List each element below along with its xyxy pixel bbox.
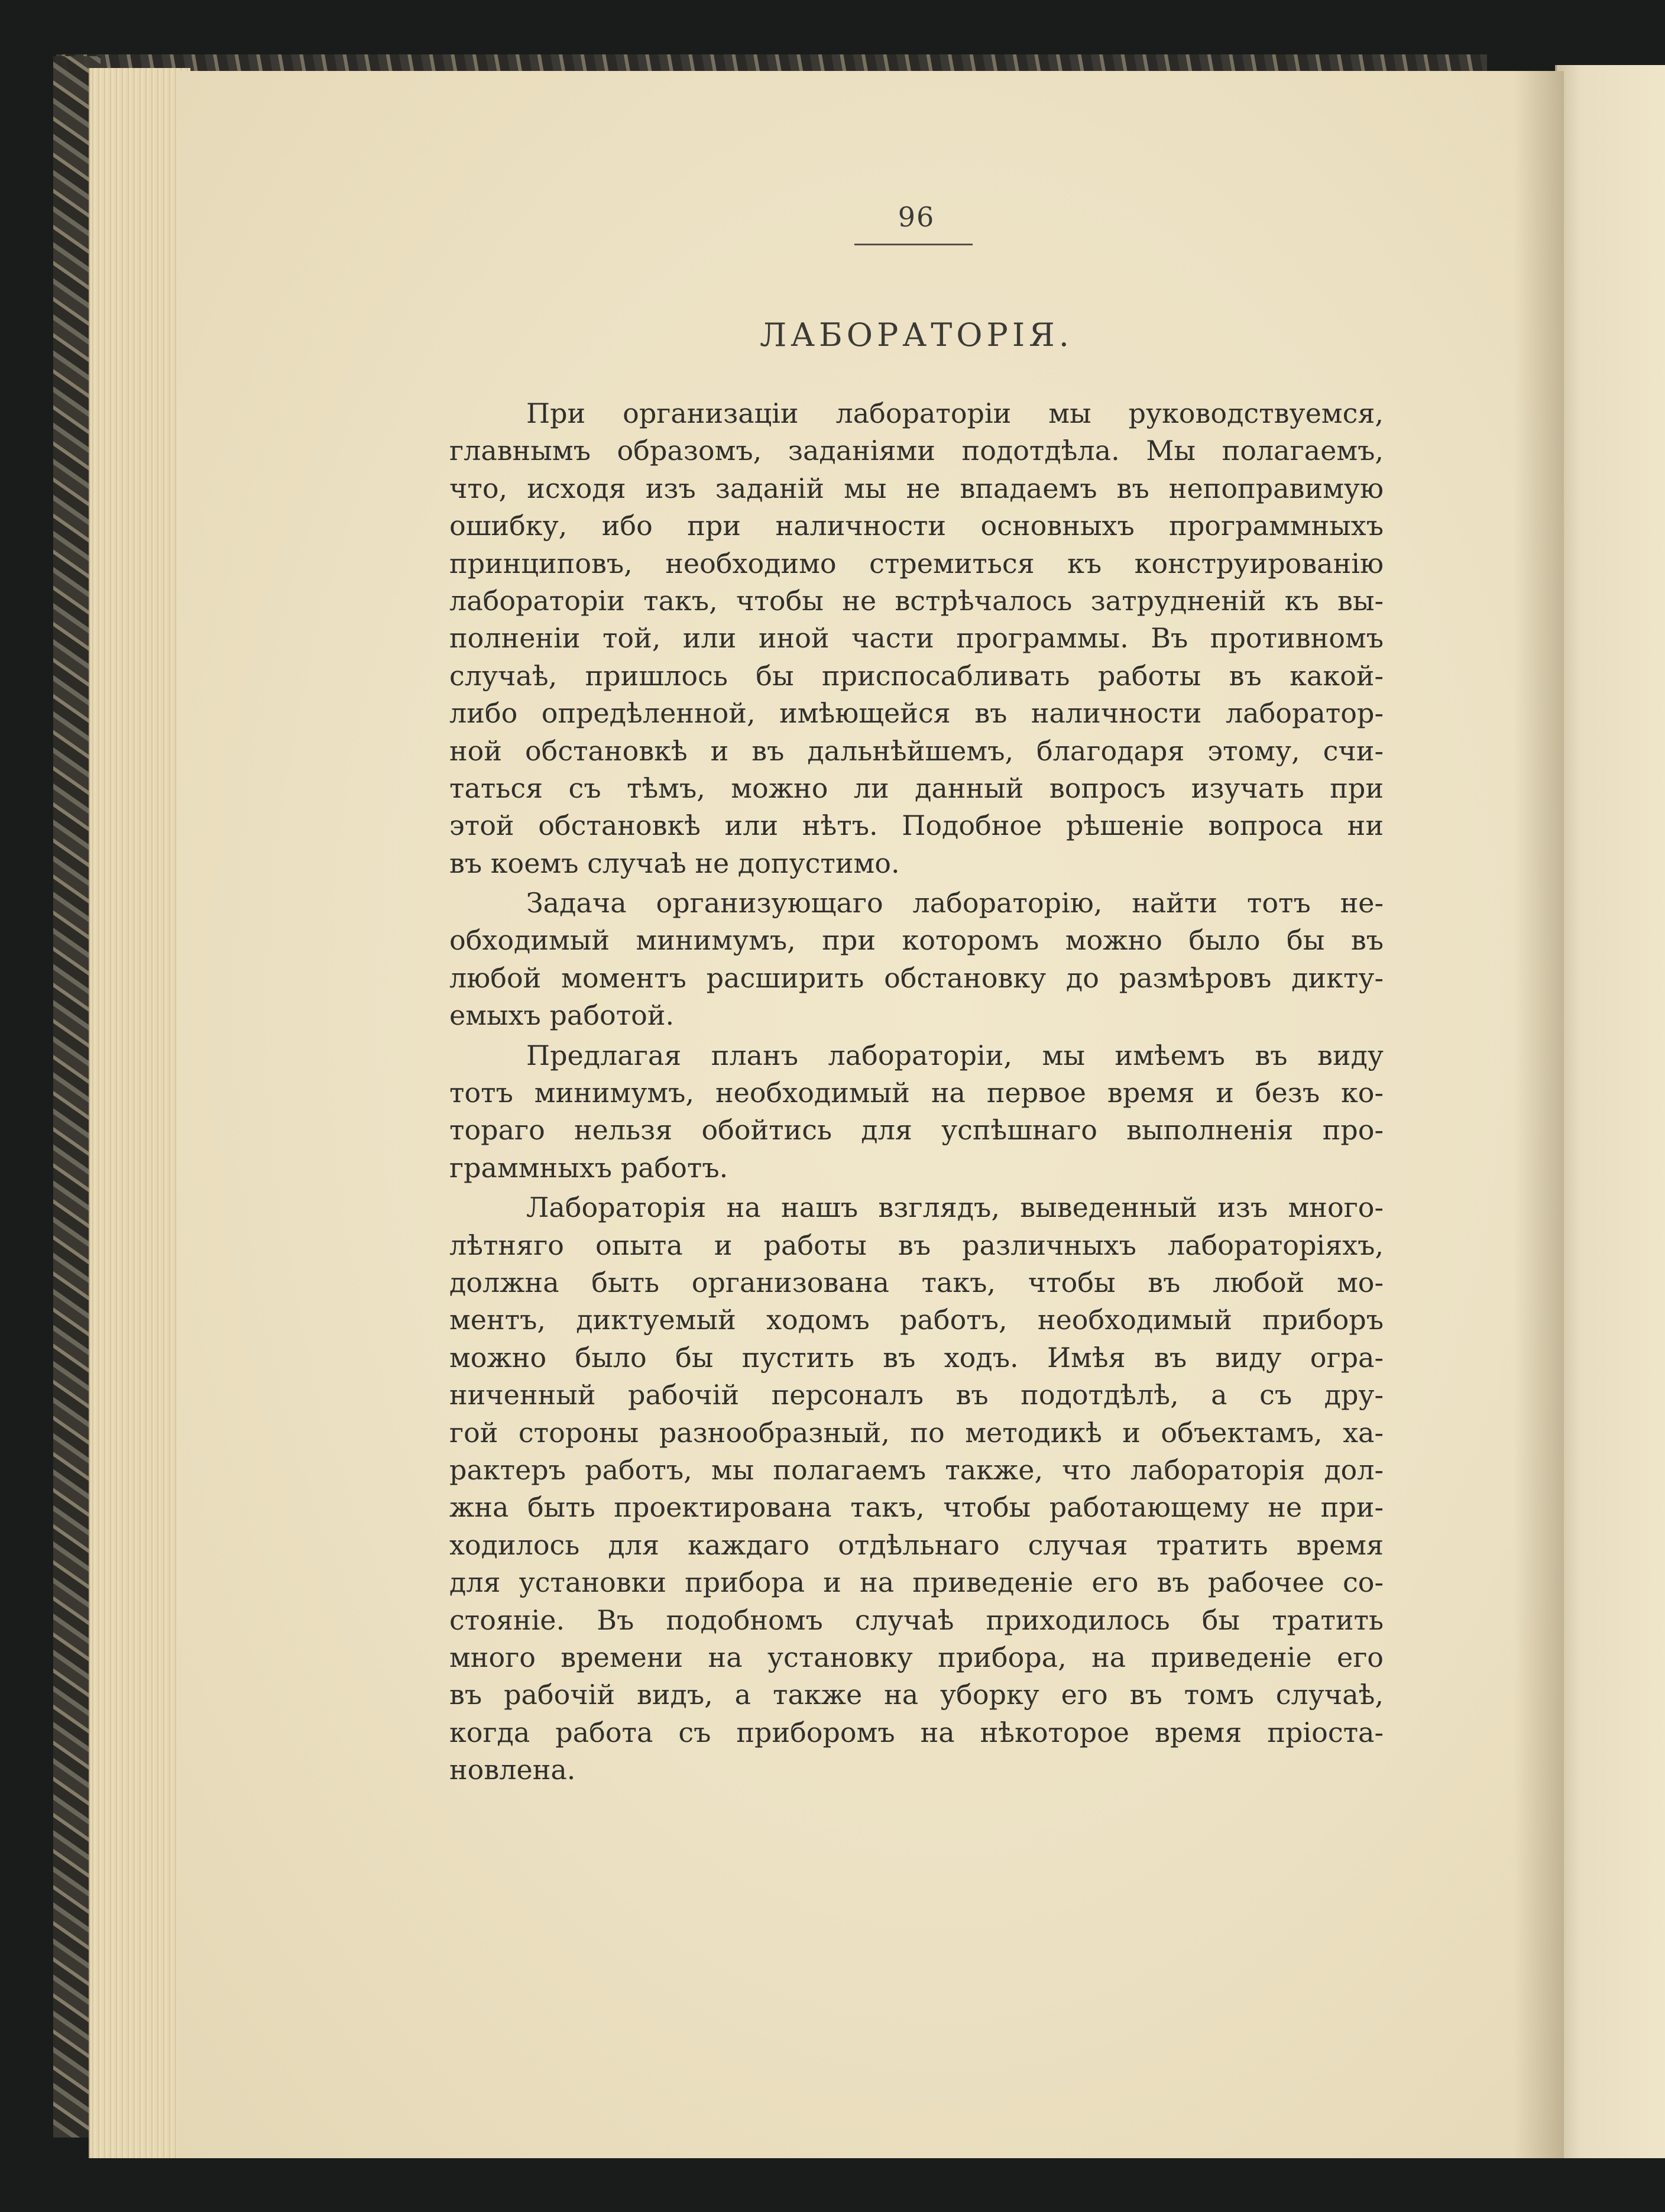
text-line: много времени на установку прибора, на приведеніе его	[449, 1641, 1384, 1673]
text-line: новлена.	[449, 1754, 576, 1786]
text-line: лѣтняго опыта и работы въ различныхъ лабораторіяхъ,	[449, 1229, 1384, 1261]
text-line: должна быть организована такъ, чтобы въ любой мо-	[449, 1266, 1384, 1298]
text-line: рактеръ работъ, мы полагаемъ также, что лабораторія дол-	[449, 1453, 1384, 1486]
text-line: Лабораторія на нашъ взглядъ, выведенный изъ много-	[526, 1191, 1384, 1224]
text-line: для установки прибора и на приведеніе его въ рабочее со-	[449, 1566, 1384, 1599]
gutter-shadow	[1514, 71, 1564, 2158]
page-number: 96	[898, 201, 935, 233]
text-line: Предлагая планъ лабораторіи, мы имѣемъ въ виду	[526, 1039, 1384, 1071]
text-line: тораго нельзя обойтись для успѣшнаго выполненія про-	[449, 1114, 1384, 1147]
text-line: ниченный рабочій персоналъ въ подотдѣлѣ, а съ дру-	[449, 1379, 1384, 1411]
text-line: лабораторіи такъ, чтобы не встрѣчалось затрудненій къ вы-	[449, 584, 1384, 617]
text-line: ментъ, диктуемый ходомъ работъ, необходимый приборъ	[449, 1304, 1384, 1336]
text-line: жна быть проектирована такъ, чтобы работающему не при-	[449, 1491, 1384, 1524]
text-line: этой обстановкѣ или нѣтъ. Подобное рѣшеніе вопроса ни	[449, 809, 1384, 842]
text-line: граммныхъ работъ.	[449, 1151, 728, 1184]
facing-page-edge	[1555, 65, 1665, 2158]
text-line: ной обстановкѣ и въ дальнѣйшемъ, благодаря этому, счи-	[449, 734, 1384, 767]
text-line: тотъ минимумъ, необходимый на первое время и безъ ко-	[449, 1077, 1384, 1109]
page-number-rule	[854, 244, 973, 245]
text-line: когда работа съ приборомъ на нѣкоторое время пріоста-	[449, 1716, 1384, 1748]
text-line: либо опредѣленной, имѣющейся въ наличности лаборатор-	[449, 697, 1384, 730]
text-line: обходимый минимумъ, при которомъ можно было бы въ	[449, 924, 1384, 957]
text-line: что, исходя изъ заданій мы не впадаемъ въ непоправимую	[449, 472, 1384, 504]
text-line: гой стороны разнообразный, по методикѣ и объектамъ, ха-	[449, 1416, 1384, 1449]
text-line: принциповъ, необходимо стремиться къ конструированію	[449, 547, 1384, 579]
text-line: полненіи той, или иной части программы. Въ противномъ	[449, 622, 1384, 655]
text-line: въ рабочій видъ, а также на уборку его въ томъ случаѣ,	[449, 1679, 1384, 1711]
text-line: стояніе. Въ подобномъ случаѣ приходилось бы тратить	[449, 1604, 1384, 1636]
text-line: можно было бы пустить въ ходъ. Имѣя въ виду огра-	[449, 1341, 1384, 1374]
body-text	[449, 395, 1384, 1789]
text-line: Задача организующаго лабораторію, найти тотъ не-	[526, 887, 1384, 919]
text-line: любой моментъ расширить обстановку до размѣровъ дикту-	[449, 961, 1384, 994]
text-line: случаѣ, пришлось бы приспосабливать работы въ какой-	[449, 659, 1384, 692]
section-heading: ЛАБОРАТОРІЯ.	[760, 316, 1073, 354]
text-line: При организаціи лабораторіи мы руководствуемся,	[526, 397, 1384, 429]
page-block-edges	[89, 68, 190, 2158]
text-line: ошибку, ибо при наличности основныхъ программныхъ	[449, 510, 1384, 542]
text-line: таться съ тѣмъ, можно ли данный вопросъ изучать при	[449, 772, 1384, 804]
text-line: въ коемъ случаѣ не допустимо.	[449, 847, 900, 879]
book-cover-top-edge	[56, 54, 1487, 71]
text-line: емыхъ работой.	[449, 999, 675, 1032]
text-line: ходилось для каждаго отдѣльнаго случая тратить время	[449, 1528, 1384, 1561]
text-line: главнымъ образомъ, заданіями подотдѣла. Мы полагаемъ,	[449, 435, 1384, 467]
